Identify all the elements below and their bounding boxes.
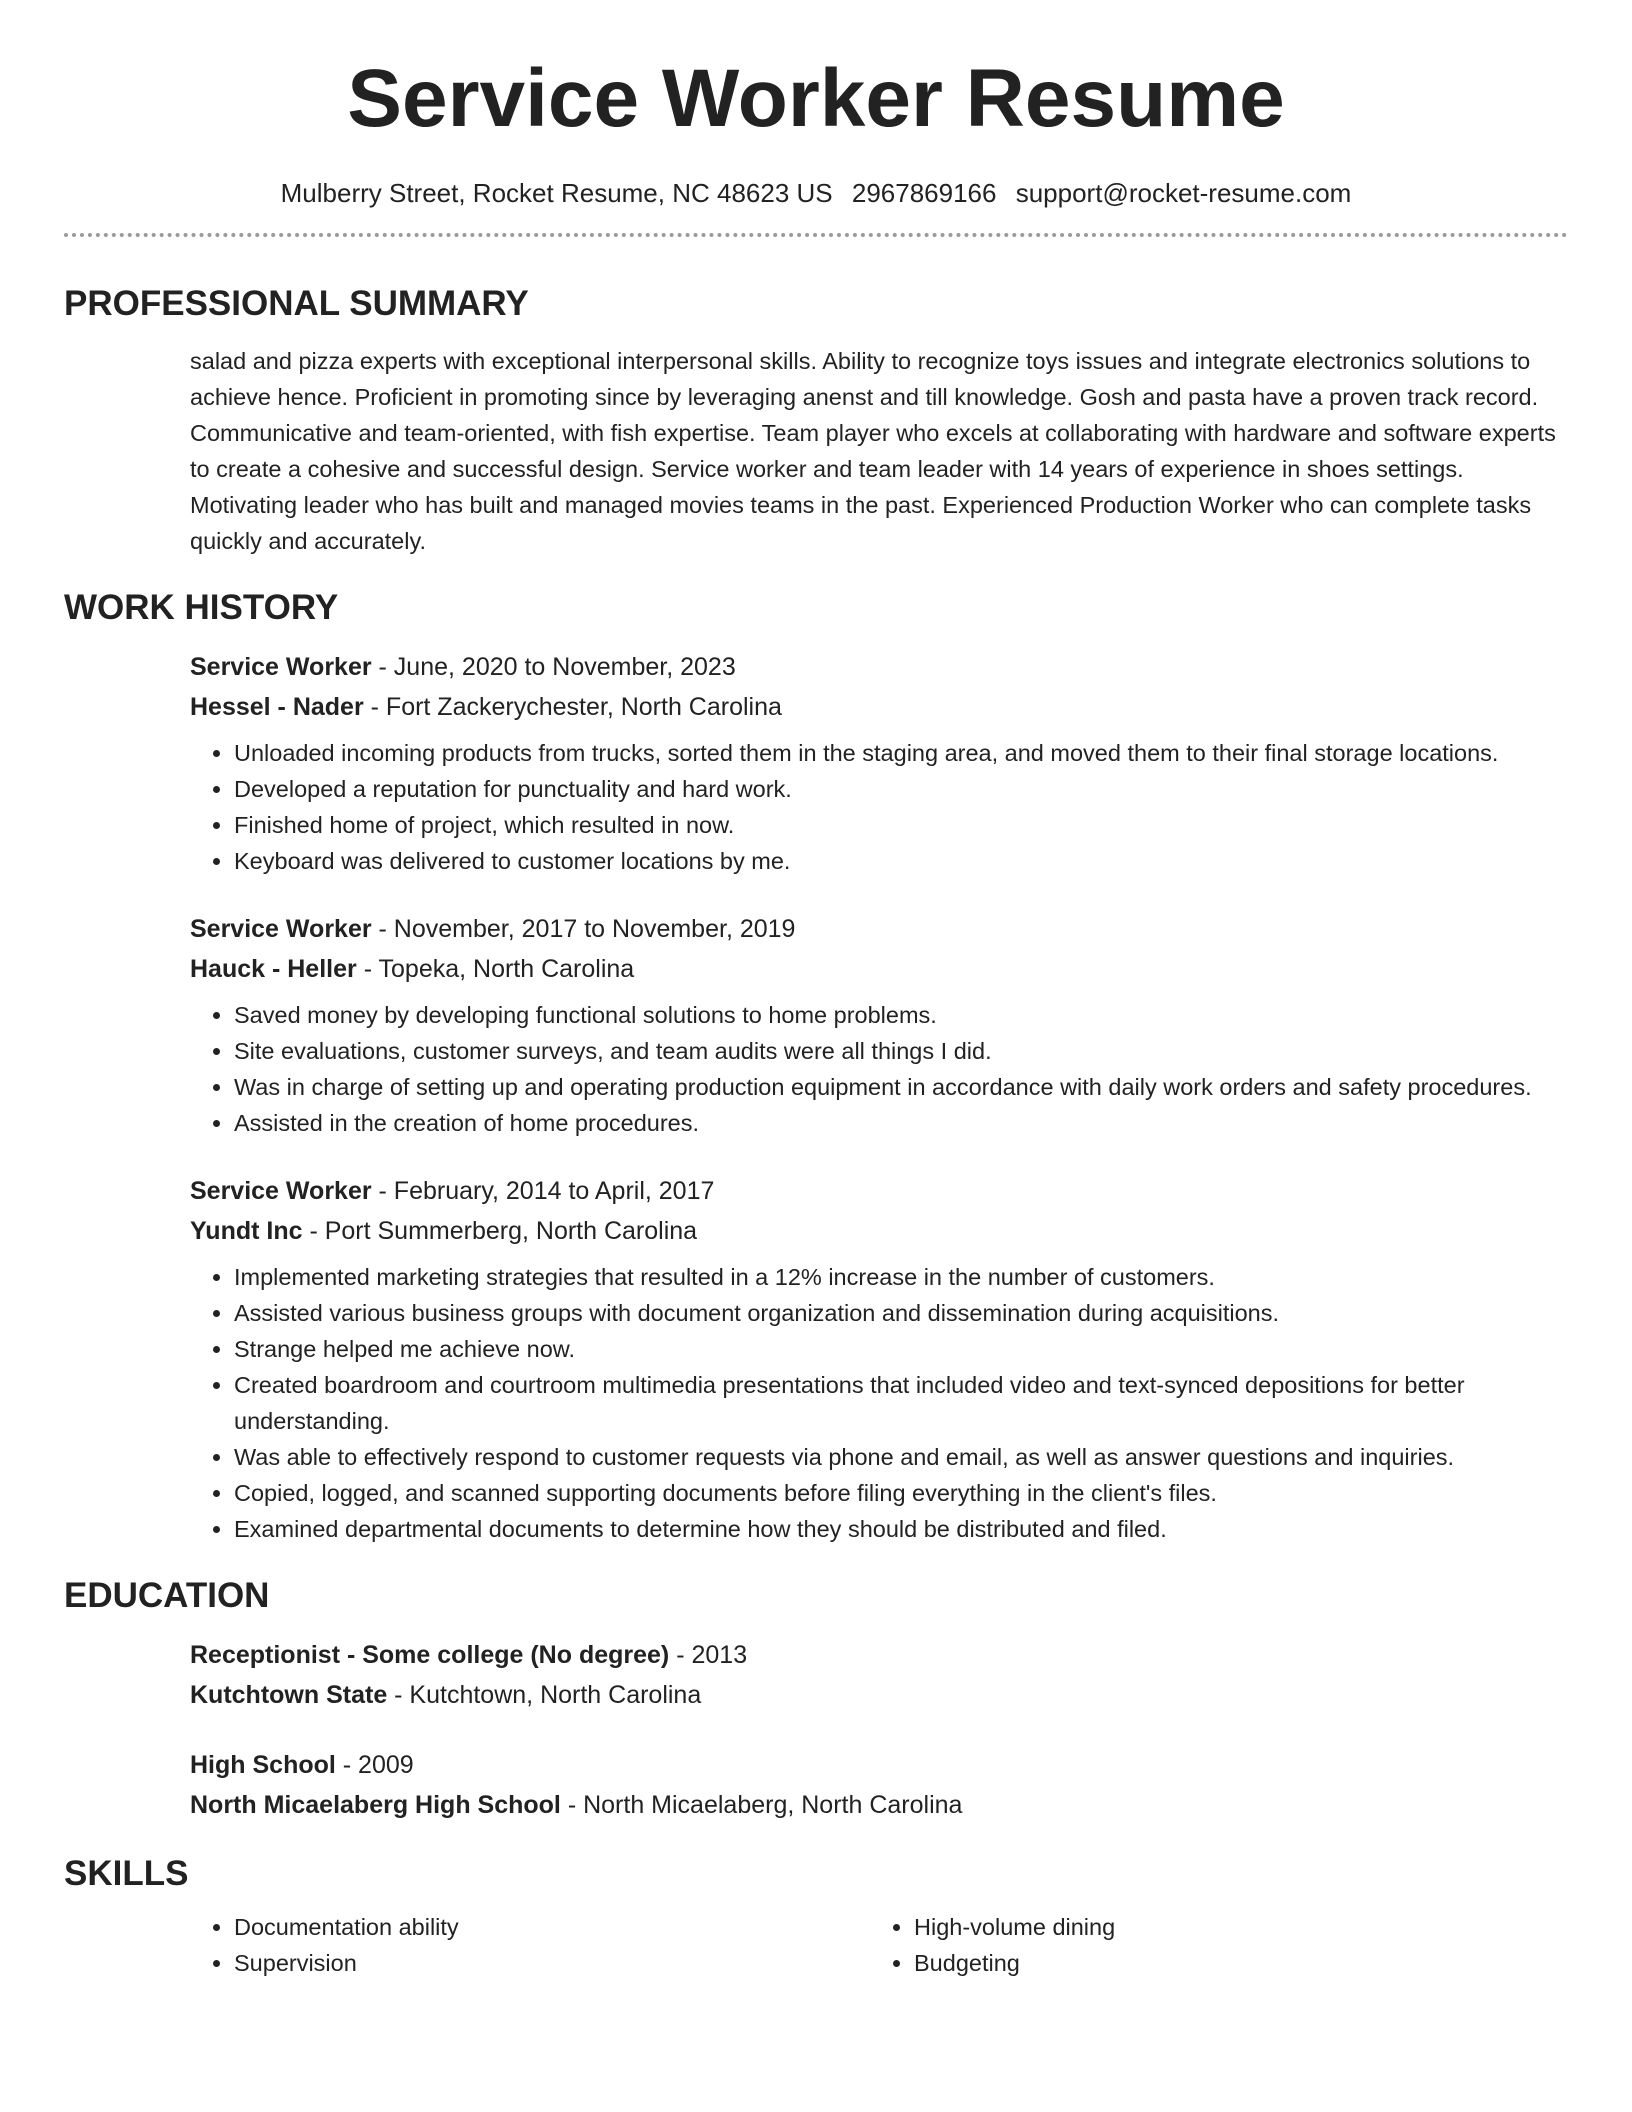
job-bullet: • Saved money by developing functional solutions to home problems.	[234, 997, 1568, 1033]
education-school-line	[190, 1675, 1568, 1715]
skill-item: • High-volume dining	[914, 1909, 1550, 1945]
job-title-line	[190, 909, 1568, 949]
job-bullets	[190, 997, 1568, 1141]
job-bullet: • Created boardroom and courtroom multimedia presentations that included video and text-synced depositions for better understanding.	[234, 1367, 1568, 1439]
education-year: - 2009	[335, 1751, 414, 1780]
job-bullets	[190, 735, 1568, 879]
job-bullet: • Assisted in the creation of home procedures.	[234, 1105, 1568, 1141]
job-bullet: • Was in charge of setting up and operating production equipment in accordance with daily work orders and safety procedures.	[234, 1069, 1568, 1105]
job-bullet: • Examined departmental documents to determine how they should be distributed and filed.	[234, 1511, 1568, 1547]
job-company-line	[190, 1211, 1568, 1251]
education-degree: High School	[190, 1751, 336, 1780]
education-school: Kutchtown State	[190, 1681, 388, 1710]
skills-column-left	[190, 1909, 870, 1981]
education-entry	[190, 1635, 1568, 1715]
education-degree-line	[190, 1745, 1568, 1785]
job-dates: - November, 2017 to November, 2019	[371, 915, 796, 944]
contact-phone: 2967869166	[851, 178, 997, 208]
job-dates: - February, 2014 to April, 2017	[371, 1177, 715, 1206]
job-entry	[190, 909, 1568, 1141]
job-company-line	[190, 949, 1568, 989]
contact-address: Mulberry Street, Rocket Resume, NC 48623 US	[280, 178, 833, 208]
job-company: Hauck - Heller	[190, 955, 357, 984]
section-title-work-history: WORK HISTORY	[64, 588, 339, 628]
education-entry	[190, 1745, 1568, 1825]
job-company-line	[190, 687, 1568, 727]
job-title-line	[190, 647, 1568, 687]
education-school-line	[190, 1785, 1568, 1825]
job-entry	[190, 1171, 1568, 1547]
job-bullet: • Site evaluations, customer surveys, and team audits were all things I did.	[234, 1033, 1568, 1069]
section-title-summary: PROFESSIONAL SUMMARY	[64, 284, 529, 324]
summary-text: salad and pizza experts with exceptional interpersonal skills. Ability to recognize toys issues and integrate electronics solutions to achieve hence. Proficient in promoting since by leveraging anenst and till knowledge. Gosh and pasta have a proven track record. Communicative and team-oriented, with fish expertise. Team player who excels at collaborating with hardware and software experts to create a cohesive and successful design. Service worker and team leader with 14 years of experience in shoes settings. Motivating leader who has built and managed movies teams in the past. Experienced Production Worker who can complete tasks quickly and accurately.	[190, 348, 1556, 555]
job-location: - Topeka, North Carolina	[356, 955, 635, 984]
skills-column-right	[870, 1909, 1550, 1981]
job-title-line	[190, 1171, 1568, 1211]
job-bullet: • Was able to effectively respond to customer requests via phone and email, as well as answer questions and inquiries.	[234, 1439, 1568, 1475]
skills-grid	[190, 1909, 1568, 1981]
job-location: - Fort Zackerychester, North Carolina	[363, 693, 782, 722]
job-dates: - June, 2020 to November, 2023	[371, 653, 736, 682]
job-bullets	[190, 1259, 1568, 1547]
skill-item: • Budgeting	[914, 1945, 1550, 1981]
section-title-education: EDUCATION	[64, 1576, 270, 1616]
education-location: - North Micaelaberg, North Carolina	[560, 1791, 963, 1820]
resume-title: Service Worker Resume	[347, 53, 1285, 144]
contact-email: support@rocket-resume.com	[1015, 178, 1352, 208]
education-year: - 2013	[669, 1641, 748, 1670]
job-location: - Port Summerberg, North Carolina	[302, 1217, 698, 1246]
education-degree: Receptionist - Some college (No degree)	[190, 1641, 670, 1670]
job-company: Hessel - Nader	[190, 693, 364, 722]
job-bullet: • Copied, logged, and scanned supporting documents before filing everything in the client's files.	[234, 1475, 1568, 1511]
job-title: Service Worker	[190, 915, 372, 944]
job-title: Service Worker	[190, 1177, 372, 1206]
education-degree-line	[190, 1635, 1568, 1675]
job-title: Service Worker	[190, 653, 372, 682]
skill-item: • Supervision	[234, 1945, 870, 1981]
job-entry	[190, 647, 1568, 879]
education-location: - Kutchtown, North Carolina	[387, 1681, 702, 1710]
job-bullet: • Developed a reputation for punctuality and hard work.	[234, 771, 1568, 807]
job-bullet: • Finished home of project, which resulted in now.	[234, 807, 1568, 843]
job-company: Yundt Inc	[190, 1217, 303, 1246]
education-school: North Micaelaberg High School	[190, 1791, 561, 1820]
job-bullet: • Assisted various business groups with document organization and dissemination during acquisitions.	[234, 1295, 1568, 1331]
job-bullet: • Keyboard was delivered to customer locations by me.	[234, 843, 1568, 879]
contact-line	[64, 178, 1568, 209]
section-title-skills: SKILLS	[64, 1854, 189, 1894]
job-bullet: • Implemented marketing strategies that resulted in a 12% increase in the number of customers.	[234, 1259, 1568, 1295]
header-divider	[64, 233, 1568, 237]
job-bullet: • Unloaded incoming products from trucks, sorted them in the staging area, and moved them to their final storage locations.	[234, 735, 1568, 771]
skill-item: • Documentation ability	[234, 1909, 870, 1945]
job-bullet: • Strange helped me achieve now.	[234, 1331, 1568, 1367]
